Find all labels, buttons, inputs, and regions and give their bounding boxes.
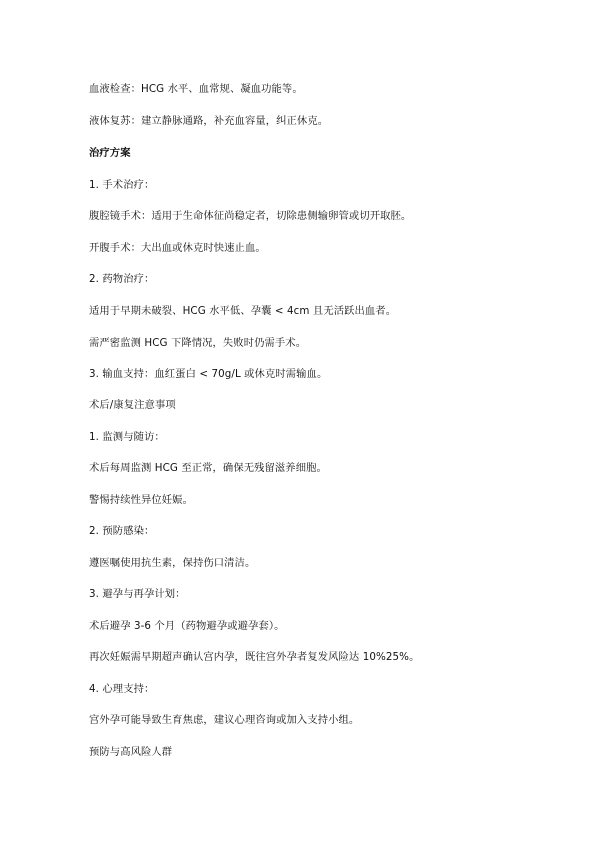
text-line: 4. 心理支持：: [89, 683, 155, 695]
text-line: 术后避孕 3-6 个月（药物避孕或避孕套）。: [89, 620, 285, 632]
text-line: 术后每周监测 HCG 至正常，确保无残留滋养细胞。: [89, 462, 327, 474]
text-line: 3. 避孕与再孕计划：: [89, 588, 186, 600]
text-line: 警惕持续性异位妊娠。: [89, 494, 193, 506]
text-line: 2. 药物治疗：: [89, 273, 155, 285]
text-line: 宫外孕可能导致生育焦虑，建议心理咨询或加入支持小组。: [89, 714, 360, 726]
text-line: 预防与高风险人群: [89, 746, 173, 758]
text-line: 1. 监测与随访：: [89, 431, 165, 443]
text-line: 3. 输血支持：血红蛋白 < 70g/L 或休克时需输血。: [89, 368, 328, 380]
text-line: 需严密监测 HCG 下降情况，失败时仍需手术。: [89, 337, 307, 349]
text-line: 血液检查：HCG 水平、血常规、凝血功能等。: [89, 83, 303, 95]
text-line: 腹腔镜手术：适用于生命体征尚稳定者，切除患侧输卵管或切开取胚。: [89, 210, 412, 222]
text-line: 2. 预防感染：: [89, 525, 155, 537]
text-line: 遵医嘱使用抗生素，保持伤口清洁。: [89, 557, 256, 569]
text-line: 术后/康复注意事项: [89, 399, 176, 411]
text-line: 再次妊娠需早期超声确认宫内孕，既往宫外孕者复发风险达 10%25%。: [89, 651, 420, 663]
text-line: 适用于早期未破裂、HCG 水平低、孕囊 < 4cm 且无活跃出血者。: [89, 305, 397, 317]
section-heading: 治疗方案: [89, 147, 131, 159]
text-line: 开腹手术：大出血或休克时快速止血。: [89, 242, 266, 254]
text-line: 液体复苏：建立静脉通路，补充血容量，纠正休克。: [89, 115, 329, 127]
text-line: 1. 手术治疗：: [89, 179, 155, 191]
